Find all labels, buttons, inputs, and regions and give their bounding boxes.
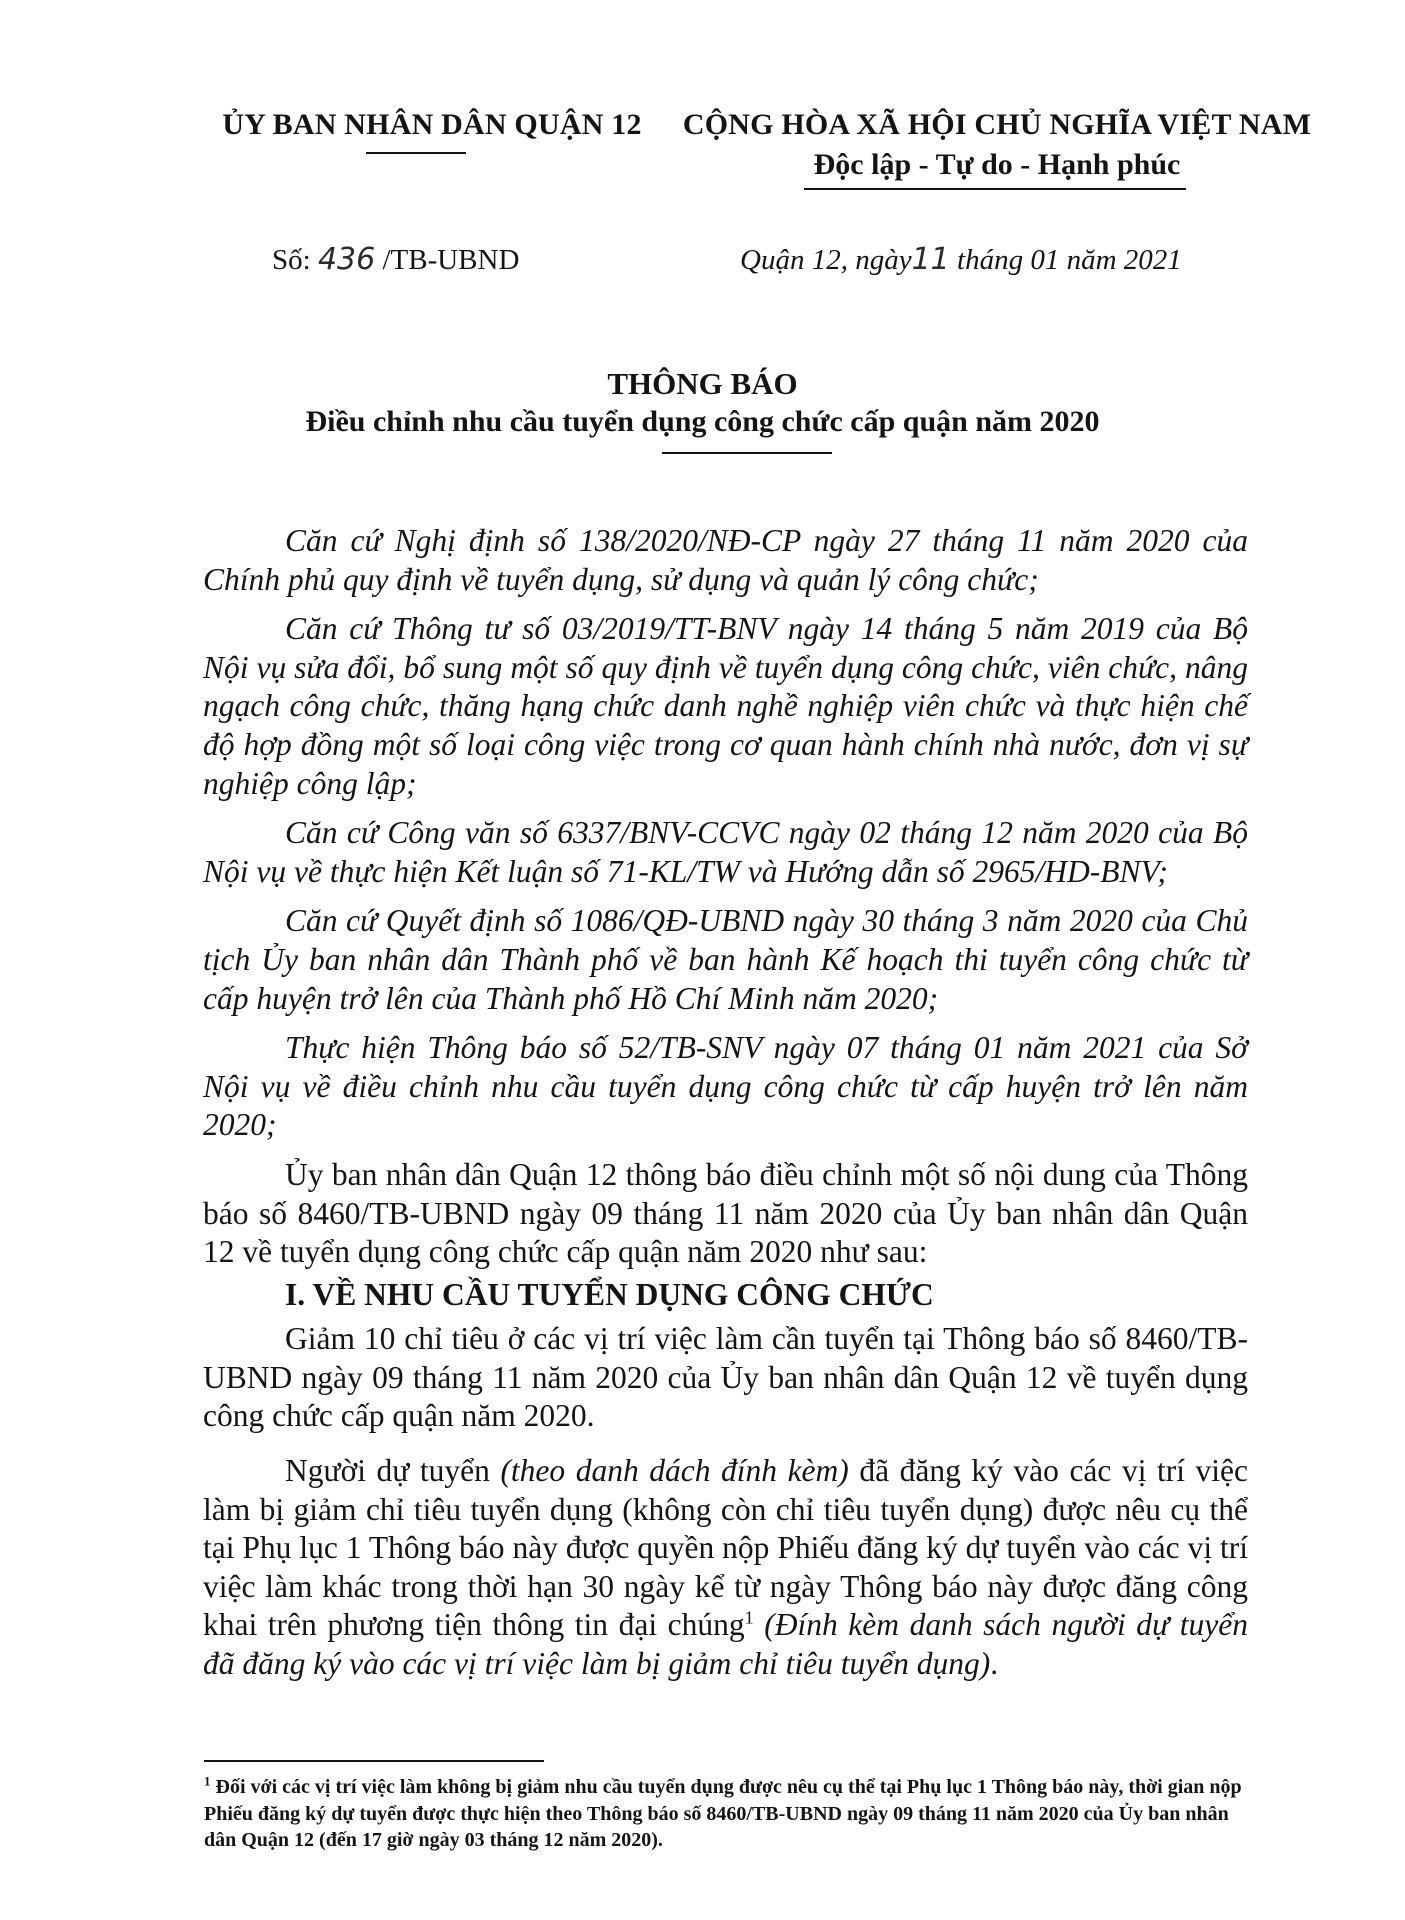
document-subtitle: Điều chỉnh nhu cầu tuyển dụng công chức cấp quận năm 2020 xyxy=(305,405,1100,438)
place-date-after: tháng 01 năm 2021 xyxy=(957,244,1182,276)
document-number xyxy=(272,242,519,277)
place-date-before: Quận 12, ngày xyxy=(740,244,912,276)
section-heading: I. VỀ NHU CẦU TUYỂN DỤNG CÔNG CHỨC xyxy=(285,1276,934,1312)
document-number-prefix: Số: xyxy=(272,244,311,276)
issuing-agency: ỦY BAN NHÂN DÂN QUẬN 12 xyxy=(222,108,642,141)
legal-basis-4: Căn cứ Quyết định số 1086/QĐ-UBND ngày 30 tháng 3 năm 2020 của Chủ tịch Ủy ban nhân dân Thành phố về ban hành Kế hoạch thi tuyển công chức từ cấp huyện trở lên của Thành phố Hồ Chí Minh năm 2020; xyxy=(203,903,1248,1016)
legal-basis-5: Thực hiện Thông báo số 52/TB-SNV ngày 07 tháng 01 năm 2021 của Sở Nội vụ về điều chỉnh nhu cầu tuyển dụng công chức từ cấp huyện trở lên năm 2020; xyxy=(203,1030,1248,1143)
motto-underline xyxy=(804,188,1186,190)
agency-underline xyxy=(366,152,466,154)
national-motto: Độc lập - Tự do - Hạnh phúc xyxy=(813,148,1181,181)
para-2-part-a: Người dự tuyển xyxy=(285,1453,490,1489)
document-number-handwritten: 436 xyxy=(317,242,376,277)
legal-basis-3: Căn cứ Công văn số 6337/BNV-CCVC ngày 02 tháng 12 năm 2020 của Bộ Nội vụ về thực hiện Kết luận số 71-KL/TW và Hướng dẫn số 2965/HD-BNV; xyxy=(203,815,1248,889)
place-date-day-handwritten: 11 xyxy=(911,242,950,277)
footnote-separator xyxy=(204,1760,544,1762)
para-2-end: . xyxy=(990,1646,999,1682)
footnote xyxy=(204,1774,1249,1854)
para-2-part-b: (theo danh dách đính kèm) xyxy=(500,1453,849,1489)
section-paragraph-1: Giảm 10 chỉ tiêu ở các vị trí việc làm cần tuyển tại Thông báo số 8460/TB-UBND ngày 09 tháng 11 năm 2020 của Ủy ban nhân dân Quận 12 về tuyển dụng công chức cấp quận năm 2020. xyxy=(203,1321,1248,1434)
document-body xyxy=(203,522,1248,1688)
legal-basis-2: Căn cứ Thông tư số 03/2019/TT-BNV ngày 14 tháng 5 năm 2019 của Bộ Nội vụ sửa đổi, bổ sung một số quy định về tuyển dụng công chức, viên chức, nâng ngạch công chức, thăng hạng chức danh nghề nghiệp viên chức và thực hiện chế độ hợp đồng một số loại công việc trong cơ quan hành chính nhà nước, đơn vị sự nghiệp công lập; xyxy=(203,611,1248,801)
legal-basis-1: Căn cứ Nghị định số 138/2020/NĐ-CP ngày 27 tháng 11 năm 2020 của Chính phủ quy định về tuyển dụng, sử dụng và quản lý công chức; xyxy=(203,523,1248,597)
footnote-text: Đối với các vị trí việc làm không bị giảm nhu cầu tuyển dụng được nêu cụ thể tại Phụ lục 1 Thông báo này, thời gian nộp Phiếu đăng ký dự tuyển được thực hiện theo Thông báo số 8460/TB-UBND ngày 09 tháng 11 năm 2020 của Ủy ban nhân dân Quận 12 (đến 17 giờ ngày 03 tháng 12 năm 2020). xyxy=(204,1776,1242,1851)
intro-paragraph: Ủy ban nhân dân Quận 12 thông báo điều chỉnh một số nội dung của Thông báo số 8460/TB-UBND ngày 09 tháng 11 năm 2020 của Ủy ban nhân dân Quận 12 về tuyển dụng công chức cấp quận năm 2020 như sau: xyxy=(203,1156,1248,1270)
title-underline xyxy=(662,452,832,454)
section-paragraph-2 xyxy=(203,1452,1248,1684)
para-2-part-c: đã đăng ký vào các vị trí việc làm bị giảm chỉ tiêu tuyển dụng (không còn chỉ tiêu tuyển dụng) được nêu cụ thể tại Phụ lục 1 Thông báo này được quyền nộp Phiếu đăng ký dự tuyển vào các vị trí việc làm khác trong thời hạn 30 ngày kể từ ngày Thông báo này được đăng công khai trên phương tiện thông tin đại chúng xyxy=(203,1453,1248,1643)
para-2-part-d: (Đính kèm danh sách người dự tuyển đã đăng ký vào các vị trí việc làm bị giảm chỉ tiêu tuyển dụng) xyxy=(203,1607,1249,1682)
footnote-reference[interactable]: 1 xyxy=(744,1607,754,1628)
footnote-text-line xyxy=(204,1774,1249,1854)
national-title: CỘNG HÒA XÃ HỘI CHỦ NGHĨA VIỆT NAM xyxy=(682,108,1312,141)
document-number-suffix: /TB-UBND xyxy=(382,244,520,276)
footnote-mark: 1 xyxy=(204,1773,211,1789)
place-and-date xyxy=(740,242,1182,277)
document-title: THÔNG BÁO xyxy=(607,366,798,401)
